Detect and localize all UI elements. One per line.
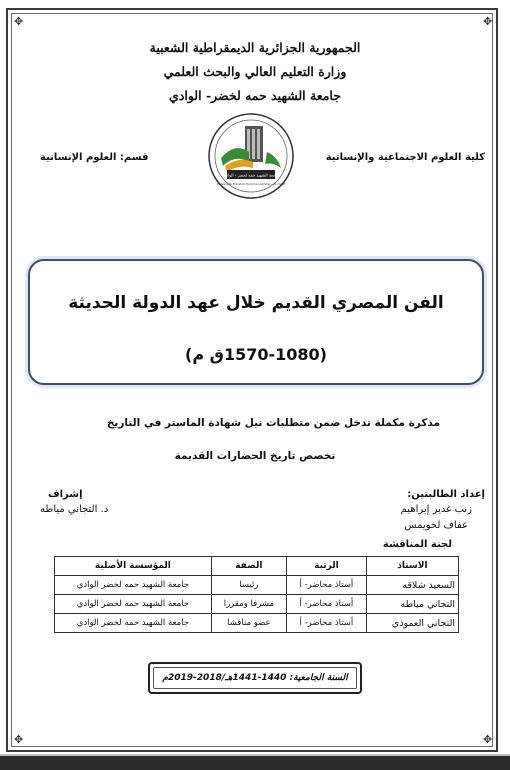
table-cell: عضو مناقشا	[211, 614, 286, 633]
department-name: قسم: العلوم الإنسانية	[40, 152, 149, 163]
ministry-header: وزارة التعليم العالي والبحث العلمي	[163, 64, 347, 79]
supervisor-label: إشراف	[48, 489, 83, 500]
bottom-edge-bar	[0, 756, 510, 770]
supervisor-name: د. التجاني مياطه	[40, 504, 109, 515]
corner-ornament-icon: ✥	[483, 15, 493, 28]
university-header: جامعة الشهيد حمه لخضر- الوادي	[169, 88, 341, 103]
table-cell: أستاذ محاضر- أ	[286, 614, 366, 633]
table-cell: جامعة الشهيد حمه لخضر الوادي	[55, 576, 212, 595]
table-header-row	[55, 557, 459, 576]
table-cell: رئيسا	[211, 576, 286, 595]
thesis-title: الفن المصري القديم خلال عهد الدولة الحديثة	[68, 293, 444, 313]
academic-year: السنة الجامعية: 1440-1441هـ/2018-2019م	[153, 667, 357, 689]
corner-ornament-icon: ✥	[14, 733, 24, 746]
table-cell: جامعة الشهيد حمه لخضر الوادي	[55, 614, 212, 633]
table-cell: السعيد شلاقه	[366, 576, 458, 595]
table-cell: أستاذ محاضر- أ	[286, 576, 366, 595]
academic-year-box	[148, 662, 362, 694]
student-name-2: عفاف لخويمس	[404, 520, 468, 531]
student-name-1: زنب غدير إبراهيم	[400, 504, 472, 515]
table-row	[55, 614, 459, 633]
corner-ornament-icon: ✥	[483, 733, 493, 746]
column-header: الاستاذ	[366, 557, 458, 576]
students-label: إعداد الطالبتين:	[407, 489, 485, 500]
committee-table	[54, 556, 459, 633]
table-cell: مشرفا ومقررا	[211, 595, 286, 614]
table-cell: أستاذ محاضر- أ	[286, 595, 366, 614]
thesis-title-box	[28, 259, 484, 385]
column-header: المؤسسة الأصلية	[55, 557, 212, 576]
specialty: تخصص تاريخ الحضارات القديمة	[174, 450, 336, 462]
table-cell: التجاني مياطه	[366, 595, 458, 614]
table-cell: جامعة الشهيد حمه لخضر الوادي	[55, 595, 212, 614]
memo-statement: مذكرة مكملة تدخل ضمن متطلبات نيل شهادة الماستر في التاريخ	[106, 417, 440, 429]
republic-header: الجمهورية الجزائرية الديمقراطية الشعبية	[149, 40, 361, 55]
faculty-name: كلية العلوم الاجتماعية والإنسانية	[325, 152, 485, 163]
university-logo-icon	[207, 112, 295, 200]
column-header: الصفة	[211, 557, 286, 576]
svg-text:جامعة الشهيد حمه لخضر - الوادي: جامعة الشهيد حمه لخضر - الوادي	[223, 172, 279, 178]
svg-text:Université Echahid Hamma Lakhd: Université Echahid Hamma Lakhdar - El-Oued	[216, 182, 286, 186]
table-cell: التجاني العمودي	[366, 614, 458, 633]
column-header: الرتبة	[286, 557, 366, 576]
thesis-period: (1570-1080ق م)	[185, 345, 327, 364]
committee-label: لجنة المناقشة	[382, 539, 452, 550]
table-row	[55, 576, 459, 595]
corner-ornament-icon: ✥	[14, 15, 24, 28]
table-row	[55, 595, 459, 614]
